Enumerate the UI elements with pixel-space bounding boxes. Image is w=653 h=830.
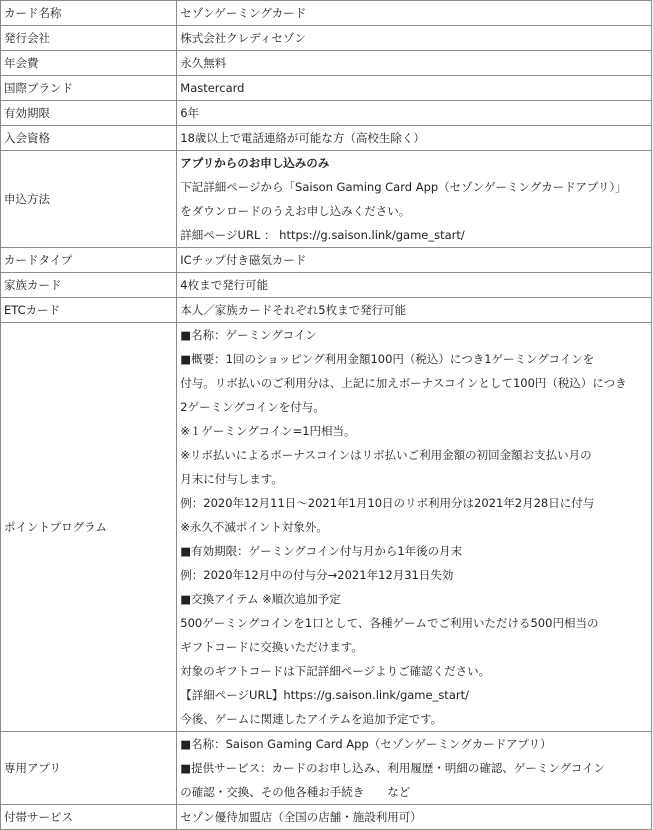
value-line: をダウンロードのうえお申し込みください。 — [180, 204, 411, 218]
value-line: 2ゲーミングコインを付与。 — [180, 400, 325, 414]
row-label: 付帯サービス — [1, 805, 177, 830]
row-value — [177, 126, 652, 151]
row-value — [177, 248, 652, 273]
value-line: 【詳細ページURL】https://g.saison.link/game_start/ — [180, 688, 469, 702]
table-row — [1, 51, 652, 76]
value-line: ■名称：ゲーミングコイン — [180, 328, 317, 342]
row-value — [177, 101, 652, 126]
value-line: 付与。リボ払いのご利用分は、上記に加えボーナスコインとして100円（税込）につき — [180, 376, 627, 390]
value-line: ※リボ払いによるボーナスコインはリボ払いご利用金額の初回金額お支払い月の — [180, 448, 592, 462]
value-line: 永久無料 — [180, 56, 227, 70]
row-value — [177, 76, 652, 101]
value-line: ■有効期限：ゲーミングコイン付与月から1年後の月末 — [180, 544, 463, 558]
row-value — [177, 323, 652, 732]
row-label: 年会費 — [1, 51, 177, 76]
row-value — [177, 1, 652, 26]
value-line: ■提供サービス：カードのお申し込み、利用履歴・明細の確認、ゲーミングコイン — [180, 761, 606, 775]
value-line: 例：2020年12月中の付与分→2021年12月31日失効 — [180, 568, 454, 582]
value-line: セゾン優待加盟店（全国の店舗・施設利用可） — [180, 810, 422, 824]
value-line: ■名称：Saison Gaming Card App（セゾンゲーミングカードアプリ） — [180, 737, 552, 751]
row-value — [177, 151, 652, 248]
value-line: ギフトコードに交換いただけます。 — [180, 640, 363, 654]
value-line: 今後、ゲームに関連したアイテムを追加予定です。 — [180, 712, 443, 726]
value-line: ※永久不滅ポイント対象外。 — [180, 520, 328, 534]
value-line: 下記詳細ページから「Saison Gaming Card App（セゾンゲーミングカードアプリ）」 — [180, 180, 627, 194]
row-value — [177, 805, 652, 830]
table-row — [1, 298, 652, 323]
row-label: 申込方法 — [1, 151, 177, 248]
table-row — [1, 248, 652, 273]
value-line: の確認・交換、その他各種お手続き など — [180, 785, 411, 799]
row-value — [177, 273, 652, 298]
row-label: ポイントプログラム — [1, 323, 177, 732]
value-line: 詳細ページURL ： https://g.saison.link/game_start/ — [180, 228, 465, 242]
table-row — [1, 273, 652, 298]
table-row — [1, 805, 652, 830]
row-label: 家族カード — [1, 273, 177, 298]
row-label: 入会資格 — [1, 126, 177, 151]
row-label: ETCカード — [1, 298, 177, 323]
table-row — [1, 126, 652, 151]
value-line: Mastercard — [180, 81, 245, 95]
value-line: 18歳以上で電話連絡が可能な方（高校生除く） — [180, 131, 425, 145]
row-value — [177, 298, 652, 323]
value-line: 株式会社クレディセゾン — [180, 31, 306, 45]
table-row — [1, 26, 652, 51]
value-line: ■概要：1回のショッピング利用金額100円（税込）につき1ゲーミングコインを — [180, 352, 595, 366]
value-line: 例：2020年12月11日～2021年1月10日のリボ利用分は2021年2月28日に付与 — [180, 496, 595, 510]
row-label: 発行会社 — [1, 26, 177, 51]
value-line: ※１ゲーミングコイン=1円相当。 — [180, 424, 356, 438]
value-line: 対象のギフトコードは下記詳細ページよりご確認ください。 — [180, 664, 491, 678]
row-label: カードタイプ — [1, 248, 177, 273]
value-line: ■交換アイテム ※順次追加予定 — [180, 592, 341, 606]
table-row — [1, 323, 652, 732]
row-value — [177, 51, 652, 76]
row-label: 専用アプリ — [1, 732, 177, 805]
table-row — [1, 732, 652, 805]
table-row — [1, 1, 652, 26]
value-line: 本人／家族カードそれぞれ5枚まで発行可能 — [180, 303, 407, 317]
value-line-heading: アプリからのお申し込みのみ — [180, 156, 330, 170]
value-line: 4枚まで発行可能 — [180, 278, 269, 292]
row-label: カード名称 — [1, 1, 177, 26]
value-line: ICチップ付き磁気カード — [180, 253, 307, 267]
value-line: 500ゲーミングコインを1口として、各種ゲームでご利用いただける500円相当の — [180, 616, 599, 630]
table-row — [1, 76, 652, 101]
value-line: 月末に付与します。 — [180, 472, 283, 486]
row-label: 有効期限 — [1, 101, 177, 126]
value-line: セゾンゲーミングカード — [180, 6, 307, 20]
table-row — [1, 151, 652, 248]
row-label: 国際ブランド — [1, 76, 177, 101]
row-value — [177, 732, 652, 805]
value-line: 6年 — [180, 106, 200, 120]
table-row — [1, 101, 652, 126]
row-value — [177, 26, 652, 51]
